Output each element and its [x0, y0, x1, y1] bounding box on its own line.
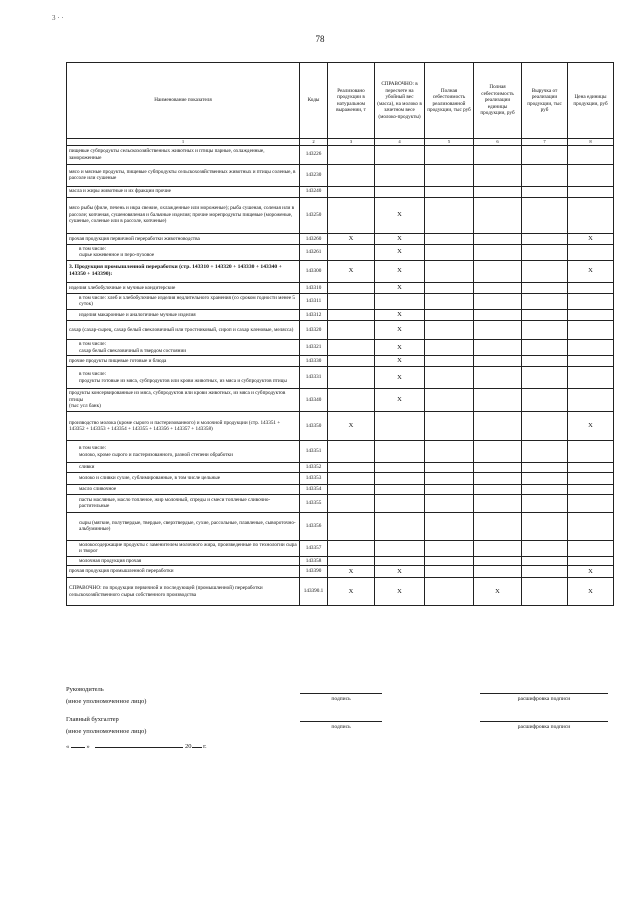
accountant-subtitle: (иное уполномоченное лицо) [66, 728, 147, 735]
row-code: 143330 [300, 356, 328, 367]
cell-unit-price [568, 512, 614, 540]
header-unit-price: Цена единицы продукции, руб [568, 63, 614, 139]
row-indicator-name: мясо и мясные продукты, пищевые субпродукты сельскохозяйственных животных и птицы соленые, в рассоле или сушеные [67, 164, 300, 186]
cell-unit-price [568, 389, 614, 412]
cell-reference-weight [375, 293, 425, 309]
cell-unit-price [568, 556, 614, 566]
table-row [67, 340, 614, 356]
row-indicator-name: прочая продукция первичной переработки животноводства [67, 233, 300, 244]
cell-revenue [522, 485, 568, 495]
column-number: 7 [522, 139, 568, 146]
cell-unit-cost [474, 463, 522, 473]
cell-reference-weight: X [375, 282, 425, 293]
accountant-signature-line [300, 721, 382, 722]
row-code: 143355 [300, 494, 328, 512]
cell-sold-volume: X [328, 566, 375, 578]
cell-unit-price [568, 463, 614, 473]
row-indicator-name: в том числе: продукты готовые из мяса, субпродуктов или крови животных, из мяса и субпродуктов птицы [67, 367, 300, 389]
cell-revenue [522, 566, 568, 578]
table-row [67, 309, 614, 320]
row-code: 143340 [300, 389, 328, 412]
cell-revenue [522, 412, 568, 441]
row-indicator-name: пасты масляные, масло топленое, жир молочный, спреды и смеси топленые сливочно-растительные [67, 494, 300, 512]
cell-unit-price [568, 441, 614, 463]
row-code: 143350 [300, 412, 328, 441]
cell-reference-weight: X [375, 356, 425, 367]
cell-full-cost [425, 356, 474, 367]
cell-full-cost [425, 389, 474, 412]
row-indicator-name: СПРАВОЧНО: по продукции первичной и последующей (промышленной) переработки сельскохозяйственного сырья собственного производства [67, 578, 300, 606]
cell-sold-volume [328, 321, 375, 340]
date-field [66, 743, 207, 750]
row-indicator-name: продукты консервированные из мяса, субпродуктов или крови животных, из мяса и субпродуктов птицы (тыс усл банк) [67, 389, 300, 412]
row-code: 143320 [300, 321, 328, 340]
row-code: 143230 [300, 164, 328, 186]
table-row [67, 321, 614, 340]
table-row [67, 578, 614, 606]
cell-unit-cost [474, 244, 522, 260]
cell-full-cost [425, 485, 474, 495]
cell-unit-price [568, 282, 614, 293]
cell-revenue [522, 197, 568, 233]
cell-full-cost [425, 186, 474, 197]
date-year-suffix: г. [203, 743, 207, 750]
cell-unit-price [568, 473, 614, 485]
cell-sold-volume [328, 441, 375, 463]
row-code: 143312 [300, 309, 328, 320]
cell-sold-volume [328, 556, 375, 566]
header-revenue: Выручка от реализации продукции, тыс руб [522, 63, 568, 139]
cell-unit-price [568, 540, 614, 556]
cell-full-cost [425, 164, 474, 186]
table-row [67, 566, 614, 578]
column-number: 4 [375, 139, 425, 146]
cell-revenue [522, 282, 568, 293]
accountant-decode-line [480, 721, 608, 722]
cell-full-cost [425, 244, 474, 260]
cell-revenue [522, 578, 568, 606]
cell-unit-cost [474, 293, 522, 309]
header-full-cost: Полная себестоимость реализованной продукции, тыс руб [425, 63, 474, 139]
cell-unit-price: X [568, 566, 614, 578]
cell-sold-volume [328, 340, 375, 356]
cell-unit-cost: X [474, 578, 522, 606]
cell-sold-volume [328, 145, 375, 164]
cell-unit-cost [474, 233, 522, 244]
table-row [67, 293, 614, 309]
cell-full-cost [425, 473, 474, 485]
table-row [67, 164, 614, 186]
table-row [67, 197, 614, 233]
row-indicator-name: пищевые субпродукты сельскохозяйственных животных и птицы парные, охлажденные, замороженные [67, 145, 300, 164]
table-row [67, 186, 614, 197]
column-number: 3 [328, 139, 375, 146]
row-code: 143310 [300, 282, 328, 293]
cell-reference-weight [375, 186, 425, 197]
cell-sold-volume [328, 473, 375, 485]
cell-full-cost [425, 540, 474, 556]
cell-revenue [522, 321, 568, 340]
column-number: 1 [67, 139, 300, 146]
row-code: 143354 [300, 485, 328, 495]
table-row [67, 540, 614, 556]
cell-reference-weight [375, 441, 425, 463]
cell-revenue [522, 164, 568, 186]
cell-unit-price: X [568, 260, 614, 282]
row-code: 143356 [300, 512, 328, 540]
table-row [67, 412, 614, 441]
cell-full-cost [425, 412, 474, 441]
header-row [67, 63, 614, 139]
cell-full-cost [425, 441, 474, 463]
cell-reference-weight: X [375, 340, 425, 356]
cell-revenue [522, 512, 568, 540]
cell-full-cost [425, 233, 474, 244]
cell-unit-price [568, 293, 614, 309]
cell-reference-weight: X [375, 309, 425, 320]
cell-unit-price [568, 321, 614, 340]
cell-reference-weight: X [375, 233, 425, 244]
date-open-quote: « [66, 743, 70, 750]
cell-full-cost [425, 145, 474, 164]
cell-reference-weight [375, 412, 425, 441]
cell-revenue [522, 186, 568, 197]
cell-revenue [522, 356, 568, 367]
cell-revenue [522, 367, 568, 389]
row-code: 143300 [300, 260, 328, 282]
cell-sold-volume [328, 463, 375, 473]
row-indicator-name: сливки [67, 463, 300, 473]
cell-full-cost [425, 282, 474, 293]
cell-revenue [522, 556, 568, 566]
cell-unit-price: X [568, 412, 614, 441]
cell-unit-price [568, 367, 614, 389]
cell-sold-volume: X [328, 233, 375, 244]
column-number: 5 [425, 139, 474, 146]
row-indicator-name: прочая продукция промышленной переработки [67, 566, 300, 578]
row-code: 143353 [300, 473, 328, 485]
cell-unit-cost [474, 321, 522, 340]
cell-sold-volume [328, 494, 375, 512]
cell-revenue [522, 244, 568, 260]
table-row [67, 494, 614, 512]
cell-reference-weight: X [375, 578, 425, 606]
cell-full-cost [425, 340, 474, 356]
cell-unit-cost [474, 494, 522, 512]
row-indicator-name: в том числе: хлеб и хлебобулочные изделия недлительного хранения (со сроком годности менее 5 суток) [67, 293, 300, 309]
cell-full-cost [425, 293, 474, 309]
cell-full-cost [425, 494, 474, 512]
cell-unit-cost [474, 186, 522, 197]
scan-mark: 3 · · [52, 14, 64, 22]
column-number: 8 [568, 139, 614, 146]
cell-full-cost [425, 578, 474, 606]
table-row [67, 260, 614, 282]
cell-reference-weight: X [375, 260, 425, 282]
row-code: 143261 [300, 244, 328, 260]
cell-unit-cost [474, 309, 522, 320]
cell-unit-price [568, 356, 614, 367]
date-month-blank [95, 747, 183, 748]
cell-reference-weight: X [375, 389, 425, 412]
cell-unit-cost [474, 566, 522, 578]
cell-revenue [522, 260, 568, 282]
cell-reference-weight: X [375, 566, 425, 578]
table-row [67, 512, 614, 540]
cell-sold-volume [328, 485, 375, 495]
head-subtitle: (иное уполномоченное лицо) [66, 698, 147, 705]
cell-unit-cost [474, 389, 522, 412]
cell-sold-volume [328, 540, 375, 556]
cell-revenue [522, 233, 568, 244]
table-row [67, 463, 614, 473]
cell-unit-cost [474, 512, 522, 540]
cell-full-cost [425, 197, 474, 233]
cell-unit-price [568, 145, 614, 164]
cell-unit-cost [474, 340, 522, 356]
column-number: 6 [474, 139, 522, 146]
cell-reference-weight [375, 556, 425, 566]
cell-reference-weight [375, 473, 425, 485]
row-code: 143352 [300, 463, 328, 473]
cell-sold-volume [328, 293, 375, 309]
row-indicator-name: масло сливочное [67, 485, 300, 495]
cell-full-cost [425, 309, 474, 320]
cell-unit-cost [474, 412, 522, 441]
cell-unit-price: X [568, 233, 614, 244]
row-indicator-name: в том числе: молоко, кроме сырого и пастеризованного, разной степени обработки [67, 441, 300, 463]
row-indicator-name: молокосодержащие продукты с заменителем молочного жира, произведенные по технологии сыра и творог [67, 540, 300, 556]
table-body [67, 145, 614, 606]
header-sold-volume: Реализовано продукции в натуральном выражении, т [328, 63, 375, 139]
cell-full-cost [425, 556, 474, 566]
page-number: 78 [315, 34, 325, 44]
cell-sold-volume: X [328, 412, 375, 441]
cell-unit-price [568, 186, 614, 197]
cell-sold-volume [328, 197, 375, 233]
row-indicator-name: изделия хлебобулочные и мучные кондитерские [67, 282, 300, 293]
cell-reference-weight: X [375, 244, 425, 260]
cell-unit-cost [474, 164, 522, 186]
cell-reference-weight [375, 145, 425, 164]
cell-sold-volume [328, 164, 375, 186]
cell-full-cost [425, 260, 474, 282]
accountant-title: Главный бухгалтер [66, 716, 119, 723]
row-indicator-name: сахар (сахар-сырец, сахар белый свекловичный или тростниковый, сироп и сахар кленовые, мелясса) [67, 321, 300, 340]
cell-full-cost [425, 321, 474, 340]
cell-sold-volume [328, 282, 375, 293]
cell-unit-price [568, 197, 614, 233]
cell-unit-price [568, 164, 614, 186]
row-code: 143351 [300, 441, 328, 463]
cell-reference-weight: X [375, 197, 425, 233]
cell-reference-weight [375, 463, 425, 473]
row-indicator-name: масла и жиры животные и их фракции прочие [67, 186, 300, 197]
column-number: 2 [300, 139, 328, 146]
header-unit-cost: Полная себестоимость реализации единицы продукции, руб [474, 63, 522, 139]
table-row [67, 473, 614, 485]
cell-sold-volume: X [328, 578, 375, 606]
cell-full-cost [425, 566, 474, 578]
table-row [67, 389, 614, 412]
header-codes: Коды [300, 63, 328, 139]
cell-revenue [522, 473, 568, 485]
cell-unit-cost [474, 540, 522, 556]
cell-unit-cost [474, 485, 522, 495]
accountant-signature-caption: подпись [331, 724, 351, 730]
row-indicator-name: мясо рыбы (филе, печень и икра свежие, охлажденные или мороженые); рыба сушеная, соленая или в рассоле; копченая, сушеновяленая и бальчные изделия; прочие морепродукты пищевые (мороженые, сушеные, соленые или в рассоле, копченые) [67, 197, 300, 233]
date-year-blank [192, 747, 202, 748]
accountant-decode-caption: расшифровка подписи [517, 724, 571, 730]
cell-sold-volume [328, 389, 375, 412]
cell-unit-price [568, 494, 614, 512]
cell-reference-weight [375, 164, 425, 186]
cell-revenue [522, 340, 568, 356]
cell-unit-price [568, 309, 614, 320]
cell-reference-weight [375, 494, 425, 512]
date-day-blank [71, 747, 85, 748]
table-row [67, 145, 614, 164]
row-code: 143250 [300, 197, 328, 233]
cell-unit-cost [474, 441, 522, 463]
cell-unit-cost [474, 556, 522, 566]
cell-unit-cost [474, 260, 522, 282]
cell-unit-price [568, 485, 614, 495]
cell-unit-price: X [568, 578, 614, 606]
cell-sold-volume [328, 244, 375, 260]
table-row [67, 441, 614, 463]
cell-unit-price [568, 340, 614, 356]
cell-unit-cost [474, 145, 522, 164]
report-table [66, 62, 614, 606]
cell-revenue [522, 441, 568, 463]
header-indicator: Наименование показателя [67, 63, 300, 139]
head-signature-line [300, 693, 382, 694]
row-code: 143390 [300, 566, 328, 578]
cell-reference-weight: X [375, 367, 425, 389]
table-row [67, 367, 614, 389]
row-indicator-name: в том числе: сырье кожевенное и перо-пуховое [67, 244, 300, 260]
table-row [67, 233, 614, 244]
head-decode-caption: расшифровка подписи [517, 696, 571, 702]
row-code: 143311 [300, 293, 328, 309]
row-code: 143321 [300, 340, 328, 356]
row-code: 143226 [300, 145, 328, 164]
header-reference-weight: СПРАВОЧНО: в пересчете на убойный вес (масса), на молоко в зачетном весе (молоко-продукты) [375, 63, 425, 139]
cell-full-cost [425, 512, 474, 540]
cell-unit-cost [474, 197, 522, 233]
cell-reference-weight [375, 540, 425, 556]
row-indicator-name: молочная продукция прочая [67, 556, 300, 566]
cell-revenue [522, 389, 568, 412]
table-row [67, 556, 614, 566]
cell-reference-weight [375, 512, 425, 540]
cell-sold-volume [328, 367, 375, 389]
head-signature-caption: подпись [331, 696, 351, 702]
column-number-row [67, 139, 614, 146]
date-close-quote: » [86, 743, 90, 750]
cell-revenue [522, 463, 568, 473]
row-code: 143390.1 [300, 578, 328, 606]
date-year-prefix: 20 [185, 743, 192, 750]
row-indicator-name: в том числе: сахар белый свекловичный в твердом состоянии [67, 340, 300, 356]
row-code: 143260 [300, 233, 328, 244]
cell-revenue [522, 145, 568, 164]
table-row [67, 356, 614, 367]
cell-unit-cost [474, 356, 522, 367]
cell-unit-cost [474, 473, 522, 485]
cell-reference-weight: X [375, 321, 425, 340]
row-code: 143240 [300, 186, 328, 197]
table-row [67, 244, 614, 260]
cell-revenue [522, 293, 568, 309]
cell-revenue [522, 494, 568, 512]
cell-reference-weight [375, 485, 425, 495]
cell-unit-price [568, 244, 614, 260]
cell-sold-volume [328, 186, 375, 197]
cell-sold-volume: X [328, 260, 375, 282]
row-code: 143357 [300, 540, 328, 556]
cell-full-cost [425, 367, 474, 389]
cell-full-cost [425, 463, 474, 473]
cell-revenue [522, 540, 568, 556]
cell-unit-cost [474, 282, 522, 293]
cell-sold-volume [328, 356, 375, 367]
row-indicator-name: сыры (мягкие, полутвердые, твердые, сверхтвердые, сухие, рассольные, плавленые, сывороточно-альбуминные) [67, 512, 300, 540]
row-code: 143331 [300, 367, 328, 389]
head-title: Руководитель [66, 686, 104, 693]
cell-revenue [522, 309, 568, 320]
row-indicator-name: изделия макаронные и аналогичные мучные изделия [67, 309, 300, 320]
cell-sold-volume [328, 309, 375, 320]
cell-sold-volume [328, 512, 375, 540]
row-code: 143358 [300, 556, 328, 566]
table-row [67, 485, 614, 495]
cell-unit-cost [474, 367, 522, 389]
head-decode-line [480, 693, 608, 694]
row-indicator-name: 3. Продукция промышленной переработки (стр. 143310 + 143320 + 143330 + 143340 + 143350 + 143390): [67, 260, 300, 282]
row-indicator-name: прочие продукты пищевые готовые и блюда [67, 356, 300, 367]
row-indicator-name: молоко и сливки сухие, сублимированные, в том числе цельные [67, 473, 300, 485]
row-indicator-name: производство молока (кроме сырого и пастеризованного) и молочной продукции (стр. 143351 + 143352 + 143353 + 143354 + 143355 + 143356 + 143357 + 143358) [67, 412, 300, 441]
table-row [67, 282, 614, 293]
